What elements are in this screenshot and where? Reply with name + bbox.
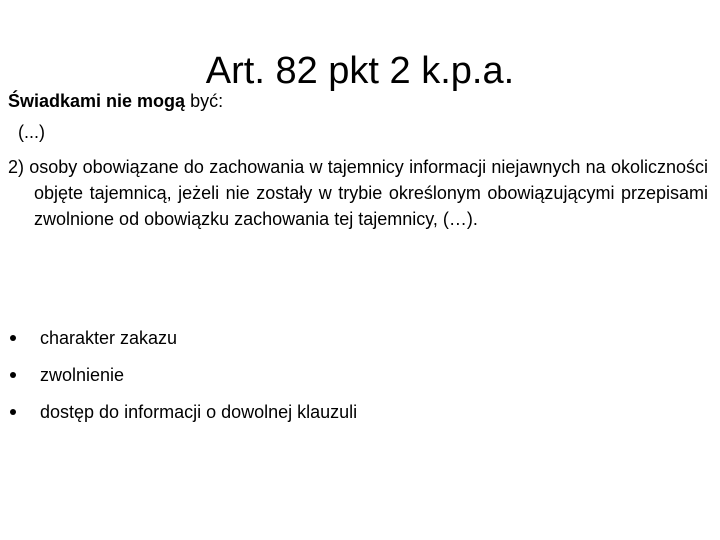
legal-point-text: 2) osoby obowiązane do zachowania w tajemnicy informacji niejawnych na okoliczności objęte tajemnicą, jeżeli nie zostały w trybie określonym obowiązującymi przepisami zwolnione od obowiązku zachowania tej tajemnicy, (…). (8, 157, 708, 229)
intro-normal-text: być: (185, 91, 224, 111)
bullet-item (8, 362, 357, 388)
intro-line (8, 88, 708, 114)
bullet-item (8, 399, 357, 425)
bullet-dot-icon (10, 372, 16, 378)
bullet-label: charakter zakazu (40, 328, 178, 348)
bullet-label: dostęp do informacji o dowolnej klauzuli (40, 402, 358, 422)
slide-title: Art. 82 pkt 2 k.p.a. (205, 50, 515, 93)
bullet-item (8, 325, 357, 351)
bullet-dot-icon (10, 409, 16, 415)
bullet-list (8, 325, 357, 436)
intro-bold-text: Świadkami nie mogą (8, 91, 186, 111)
bullet-dot-icon (10, 335, 16, 341)
slide-content (8, 88, 708, 232)
bullet-label: zwolnienie (40, 365, 125, 385)
ellipsis-text: (...) (18, 122, 45, 142)
